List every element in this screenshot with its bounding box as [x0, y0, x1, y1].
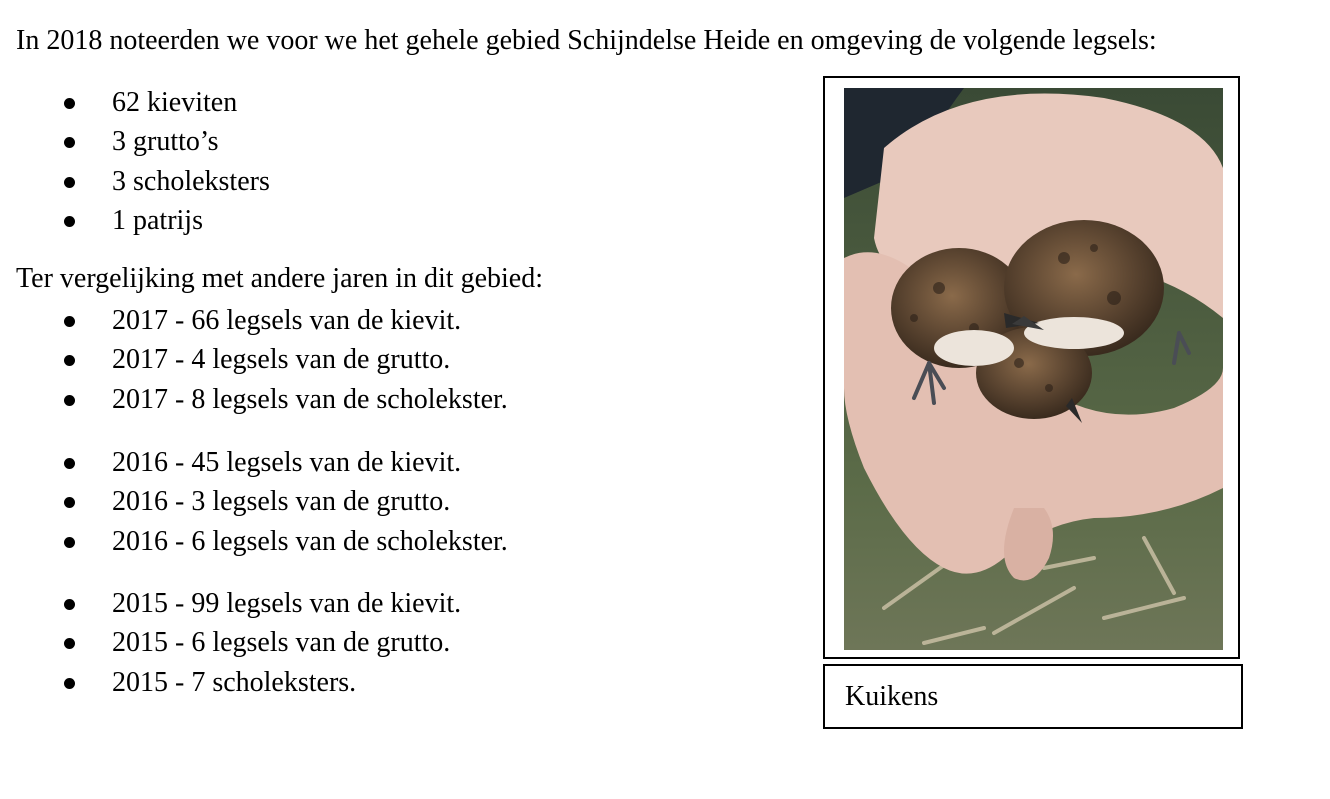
chicks-photo	[844, 88, 1223, 650]
list-item	[60, 162, 270, 201]
bullet-icon	[64, 537, 75, 548]
bullet-icon	[64, 458, 75, 469]
list-item	[60, 522, 508, 561]
bullet-icon	[64, 316, 75, 327]
bullet-icon	[64, 98, 75, 109]
caption-box	[823, 664, 1243, 729]
list-item	[60, 83, 270, 122]
intro-paragraph: In 2018 noteerden we voor we het gehele gebied Schijndelse Heide en omgeving de volgende legsels:	[16, 25, 1157, 56]
bullet-icon	[64, 497, 75, 508]
bullet-icon	[64, 678, 75, 689]
bullet-icon	[64, 137, 75, 148]
list-item	[60, 301, 508, 340]
list-item	[60, 584, 461, 623]
nest-count-list-2016	[60, 443, 508, 561]
nest-count-list-2015	[60, 584, 461, 702]
comparison-heading: Ter vergelijking met andere jaren in dit gebied:	[16, 263, 543, 294]
nest-count-list-2018	[60, 83, 270, 240]
list-item	[60, 623, 461, 662]
list-item-text: 2015 - 7 scholeksters.	[112, 666, 357, 698]
nest-count-list-2017	[60, 301, 508, 419]
bullet-icon	[64, 177, 75, 188]
bullet-icon	[64, 395, 75, 406]
list-item-text: 2017 - 4 legsels van de grutto.	[112, 344, 451, 376]
list-item	[60, 663, 461, 702]
list-item	[60, 482, 508, 521]
list-item	[60, 443, 508, 482]
photo-frame	[823, 76, 1240, 659]
bullet-icon	[64, 216, 75, 227]
list-item	[60, 340, 508, 379]
photo-caption: Kuikens	[845, 681, 939, 712]
bullet-icon	[64, 599, 75, 610]
list-item-text: 3 grutto’s	[112, 126, 219, 158]
bullet-icon	[64, 638, 75, 649]
list-item	[60, 380, 508, 419]
list-item	[60, 201, 270, 240]
list-item-text: 2015 - 99 legsels van de kievit.	[112, 588, 462, 619]
list-item-text: 2015 - 6 legsels van de grutto.	[112, 627, 451, 659]
list-item-text: 2016 - 45 legsels van de kievit.	[112, 447, 462, 478]
list-item-text: 2017 - 66 legsels van de kievit.	[112, 305, 462, 336]
list-item-text: 3 scholeksters	[112, 165, 270, 197]
list-item-text: 1 patrijs	[112, 204, 203, 236]
list-item-text: 62 kieviten	[112, 87, 238, 118]
bullet-icon	[64, 355, 75, 366]
list-item-text: 2016 - 3 legsels van de grutto.	[112, 486, 451, 518]
list-item	[60, 122, 270, 161]
list-item-text: 2016 - 6 legsels van de scholekster.	[112, 525, 508, 557]
list-item-text: 2017 - 8 legsels van de scholekster.	[112, 383, 508, 415]
